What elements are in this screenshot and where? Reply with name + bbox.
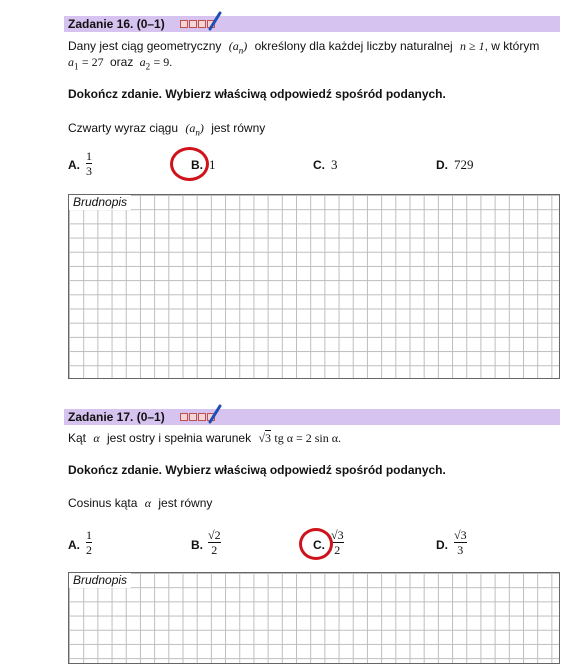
task16-seq-close: )	[243, 39, 248, 53]
task17-option-c-letter[interactable]: C.	[313, 538, 325, 552]
frac-denominator: 2	[86, 543, 92, 557]
frac-numerator: 1	[86, 528, 92, 542]
task16-seq-symbol: (a	[228, 39, 239, 53]
task16-a1-sub: 1	[74, 61, 79, 72]
task17-option-a-letter[interactable]: A.	[68, 538, 80, 552]
task16-q-seq-close: )	[199, 121, 204, 135]
task16-statement-line2	[68, 54, 172, 74]
task16-scratch-grid[interactable]	[68, 194, 560, 379]
task16-a1: a	[68, 55, 74, 69]
task16-text-prefix: Dany jest ciąg geometryczny	[68, 39, 222, 53]
task16-a2-sub: 2	[145, 61, 151, 72]
frac-denominator: 3	[457, 543, 464, 557]
task16-option-a-value[interactable]	[86, 150, 92, 177]
task17-sqrt3: 3	[265, 431, 272, 445]
task17-option-b-value[interactable]	[208, 529, 221, 556]
frac-denominator: 2	[334, 543, 341, 557]
task17-option-a-value[interactable]	[86, 529, 92, 556]
task16-instruction: Dokończ zdanie. Wybierz właściwą odpowiedź spośród podanych.	[68, 87, 446, 101]
selected-answer-circle	[299, 528, 333, 560]
task17-text-mid: jest ostry i spełnia warunek	[107, 431, 252, 445]
task16-option-c-letter[interactable]: C.	[313, 158, 325, 172]
selected-answer-circle	[170, 147, 209, 181]
task16-title: Zadanie 16. (0–1)	[68, 17, 165, 31]
frac-numerator: √3	[331, 528, 344, 542]
task16-a2: a	[139, 55, 146, 69]
task17-question	[68, 495, 212, 511]
task16-q-seq-sub: n	[195, 127, 200, 138]
frac-denominator: 2	[211, 543, 218, 557]
frac-numerator: 1	[86, 149, 92, 163]
task17-scratch-label: Brudnopis	[69, 573, 131, 588]
task17-question-suffix: jest równy	[158, 496, 213, 510]
task16-a1-val: = 27	[81, 55, 104, 69]
task16-option-b-letter[interactable]: B.	[191, 158, 203, 172]
frac-numerator: √3	[454, 528, 467, 542]
task16-question-prefix: Czwarty wyraz ciągu	[68, 121, 179, 135]
task16-option-b-value[interactable]: 1	[209, 157, 216, 172]
frac-denominator: 3	[86, 164, 92, 178]
frac-numerator: √2	[208, 528, 221, 542]
task16-q-seq-symbol: (a	[185, 121, 196, 135]
task17-scratch-grid[interactable]	[68, 572, 560, 664]
pen-icon	[208, 404, 222, 424]
task16-seq-sub: n	[238, 45, 244, 56]
task16-option-c-value[interactable]: 3	[331, 157, 338, 172]
task16-text-mid: określony dla każdej liczby naturalnej	[254, 39, 453, 53]
task16-scratch-label: Brudnopis	[69, 195, 131, 210]
task17-statement: Kąt α jest ostry i spełnia warunek √3 tg α = 2 sin α.	[68, 431, 342, 445]
task17-option-d-letter[interactable]: D.	[436, 538, 448, 552]
pen-icon	[208, 11, 222, 31]
task17-option-d-value[interactable]	[454, 529, 467, 556]
task17-alpha: α	[93, 431, 100, 445]
task17-eq: tg α = 2 sin α.	[274, 431, 342, 445]
task17-instruction: Dokończ zdanie. Wybierz właściwą odpowiedź spośród podanych.	[68, 463, 446, 477]
task16-option-d-value[interactable]: 729	[454, 157, 474, 172]
task17-question-prefix: Cosinus kąta	[68, 496, 138, 510]
task17-title: Zadanie 17. (0–1)	[68, 410, 165, 424]
task17-text-prefix: Kąt	[68, 431, 87, 445]
task16-option-a-letter[interactable]: A.	[68, 158, 80, 172]
task16-oraz: oraz	[109, 55, 134, 69]
task17-option-b-letter[interactable]: B.	[191, 538, 203, 552]
task16-a2-val: = 9.	[153, 55, 173, 69]
task16-text-suffix: , w którym	[484, 39, 540, 53]
task16-cond: n ≥ 1	[460, 39, 485, 53]
task17-q-alpha: α	[144, 496, 152, 510]
task16-option-d-letter[interactable]: D.	[436, 158, 448, 172]
task16-question	[68, 120, 265, 140]
task16-question-suffix: jest równy	[211, 121, 266, 135]
